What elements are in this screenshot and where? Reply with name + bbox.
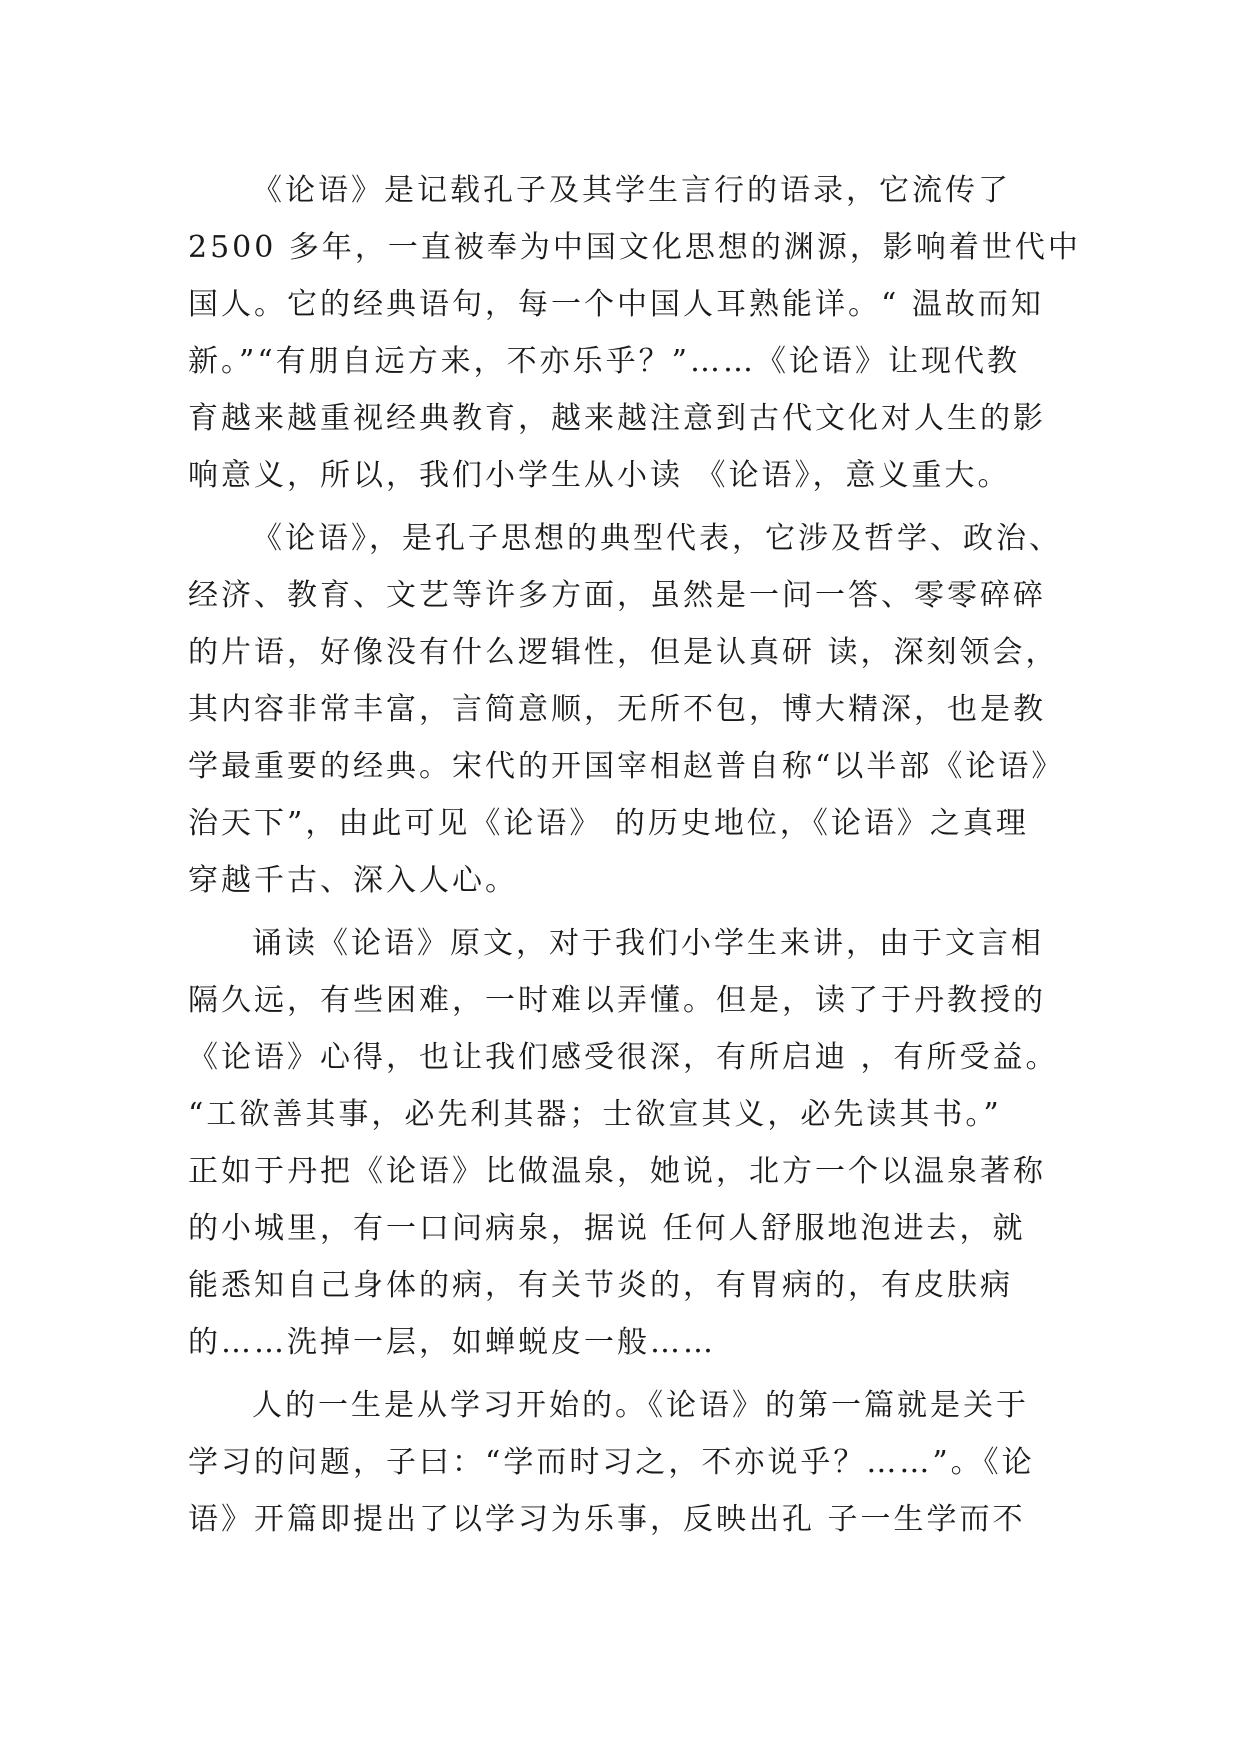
text-line: 学习的问题，子曰：“学而时习之，不亦说乎？……”。《论 [188, 1445, 1035, 1480]
paragraph-1 [188, 162, 1108, 504]
text-line: 治天下”，由此可见《论语》 的历史地位，《论语》之真理 [188, 806, 1029, 841]
text-line: 其内容非常丰富，言简意顺，无所不包，博大精深，也是教 [188, 692, 1046, 727]
text-line: 正如于丹把《论语》比做温泉，她说，北方一个以温泉著称 [188, 1154, 1046, 1189]
text-line: 《论语》心得，也让我们感受很深，有所启迪 ，有所受益。 [188, 1040, 1059, 1075]
text-line: 响意义，所以，我们小学生从小读 《论语》，意义重大。 [188, 458, 1011, 493]
text-line: 的片语，好像没有什么逻辑性，但是认真研 读，深刻领会， [188, 635, 1059, 670]
text-line: 能悉知自己身体的病，有关节炎的，有胃病的，有皮肤病 [188, 1268, 1013, 1303]
text-line: 穿越千古、深入人心。 [188, 863, 518, 898]
text-line: 隔久远，有些困难，一时难以弄懂。但是，读了于丹教授的 [188, 983, 1046, 1018]
text-line: 的小城里，有一口问病泉，据说 任何人舒服地泡进去，就 [188, 1211, 1026, 1246]
text-line: 学最重要的经典。宋代的开国宰相赵普自称“以半部《论语》 [188, 749, 1065, 784]
paragraph-4 [188, 1377, 1108, 1548]
text-line: 诵读《论语》原文，对于我们小学生来讲，由于文言相 [252, 926, 1044, 961]
text-line: 育越来越重视经典教育，越来越注意到古代文化对人生的影 [188, 401, 1046, 436]
text-line: 语》开篇即提出了以学习为乐事，反映出孔 子一生学而不 [188, 1502, 1026, 1537]
text-line: 《论语》是记载孔子及其学生言行的语录，它流传了 [252, 173, 1011, 208]
paragraph-2 [188, 510, 1108, 909]
text-line: “工欲善其事，必先利其器；士欲宣其义，必先读其书。” [188, 1097, 1002, 1132]
text-line: 2500 多年，一直被奉为中国文化思想的渊源，影响着世代中 [188, 230, 1081, 265]
text-line: 《论语》，是孔子思想的典型代表，它涉及哲学、政治、 [252, 521, 1062, 556]
text-line: 国人。它的经典语句，每一个中国人耳熟能详。“ 温故而知 [188, 287, 1044, 322]
text-line: 人的一生是从学习开始的。《论语》的第一篇就是关于 [252, 1388, 1029, 1423]
document-body [188, 162, 1108, 1548]
paragraph-3 [188, 915, 1108, 1371]
text-line: 经济、教育、文艺等许多方面，虽然是一问一答、零零碎碎 [188, 578, 1046, 613]
text-line: 的……洗掉一层，如蝉蜕皮一般…… [188, 1325, 716, 1360]
text-line: 新。”“有朋自远方来，不亦乐乎？”……《论语》让现代教 [188, 344, 1021, 379]
